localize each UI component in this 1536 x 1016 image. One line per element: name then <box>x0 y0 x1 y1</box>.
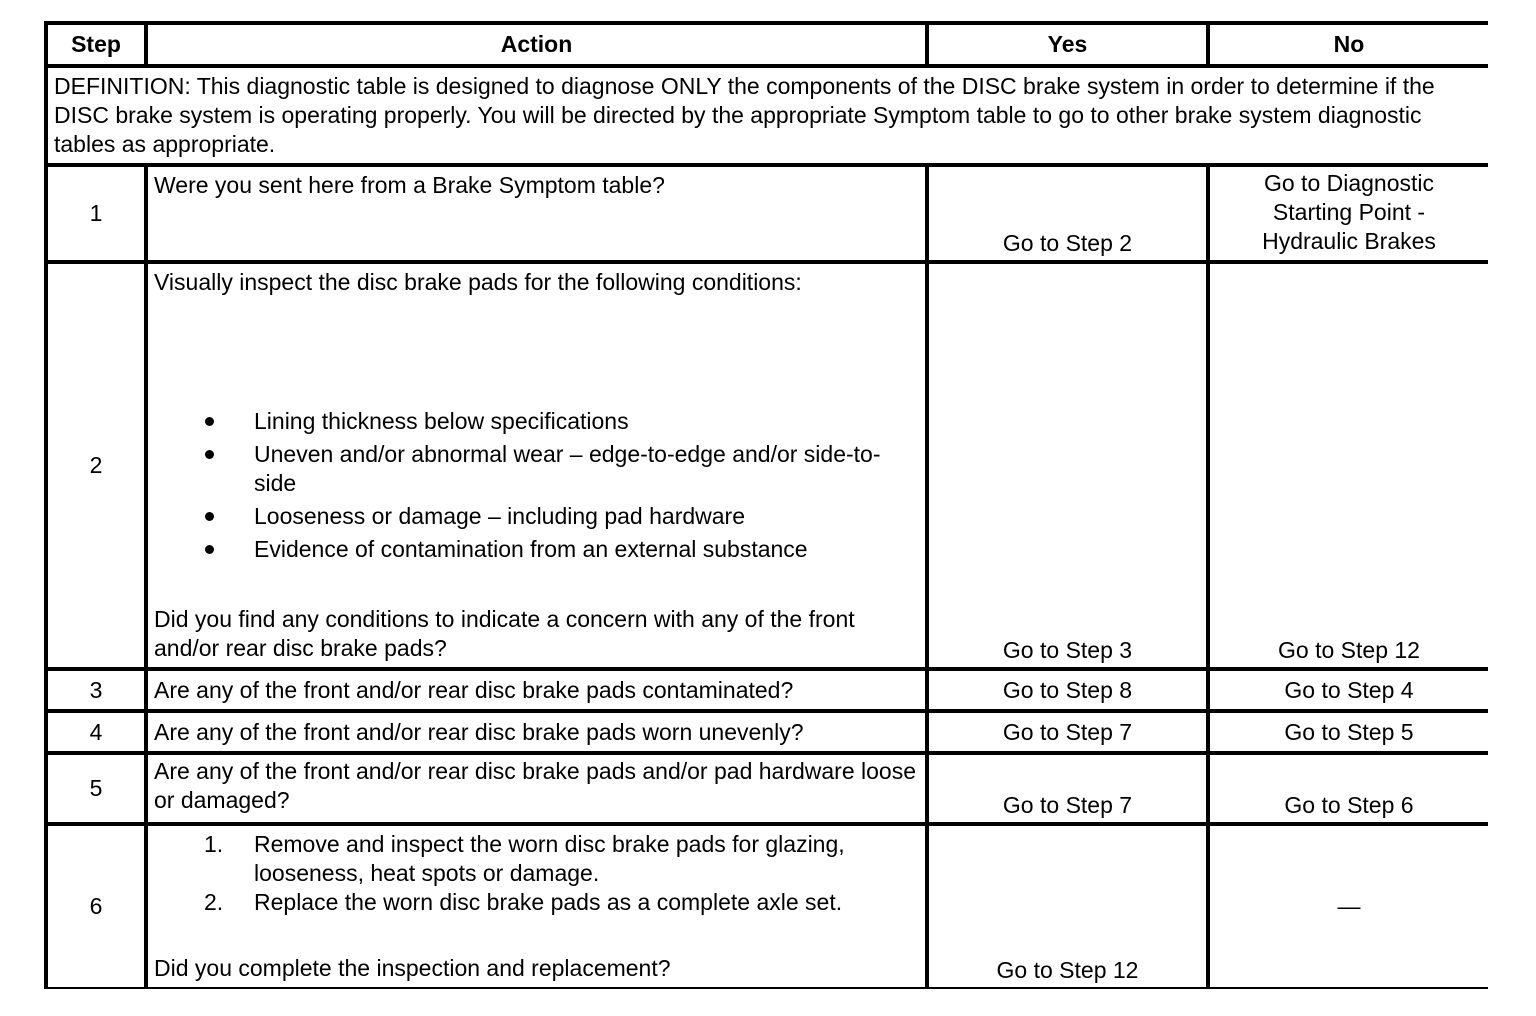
step-number: 3 <box>48 671 144 709</box>
definition-text: DEFINITION: This diagnostic table is designed to diagnose ONLY the components of the DISC brake system in order to determine if the DISC brake system is operating properly. You will be directed by the appropriate Symptom table to go to other brake system diagnostic tables as appropriate. <box>48 68 1488 163</box>
no-answer: Go to Step 5 <box>1284 718 1414 745</box>
step-action <box>148 713 925 751</box>
action-text: Were you sent here from a Brake Symptom table? <box>154 172 665 198</box>
no-cell <box>1210 826 1488 987</box>
bullet-icon <box>154 535 254 564</box>
header-action: Action <box>148 25 925 64</box>
yes-answer: Go to Step 8 <box>1002 676 1133 703</box>
list-item: Lining thickness below specifications <box>154 407 919 436</box>
no-cell <box>1210 671 1488 709</box>
no-cell <box>1210 713 1488 751</box>
step-action <box>148 167 925 260</box>
step-number: 4 <box>48 713 144 751</box>
bullet-icon <box>154 407 254 436</box>
step-action <box>148 264 925 667</box>
yes-cell <box>929 167 1206 260</box>
no-answer: Go to Step 6 <box>1284 792 1414 818</box>
no-answer: Go to Step 12 <box>1278 637 1420 663</box>
action-text: Are any of the front and/or rear disc brake pads worn unevenly? <box>154 718 804 745</box>
action-intro: Visually inspect the disc brake pads for the following conditions: <box>154 269 802 295</box>
header-yes: Yes <box>929 25 1206 64</box>
condition-list <box>154 407 919 568</box>
action-text: Are any of the front and/or rear disc brake pads contaminated? <box>154 676 794 703</box>
header-no: No <box>1210 25 1488 64</box>
bullet-icon <box>154 502 254 531</box>
list-item: 2. Replace the worn disc brake pads as a complete axle set. <box>204 889 843 915</box>
yes-answer: Go to Step 7 <box>1002 718 1133 745</box>
diagnostic-table <box>44 21 1488 989</box>
yes-cell <box>929 826 1206 987</box>
no-cell <box>1210 264 1488 667</box>
step-number: 2 <box>48 264 144 667</box>
no-cell <box>1210 755 1488 822</box>
yes-cell <box>929 264 1206 667</box>
action-question: Did you find any conditions to indicate a concern with any of the front and/or rear disc brake pads? <box>154 606 855 661</box>
list-item: 1. Remove and inspect the worn disc brake pads for glazing, looseness, heat spots or damage. <box>204 831 845 886</box>
step-action <box>148 826 925 987</box>
yes-cell <box>929 713 1206 751</box>
no-answer: Go to Step 4 <box>1284 676 1414 703</box>
step-number: 5 <box>48 755 144 822</box>
yes-answer: Go to Step 3 <box>1002 637 1133 663</box>
step-action <box>148 671 925 709</box>
action-text: Are any of the front and/or rear disc brake pads and/or pad hardware loose or damaged? <box>154 758 917 813</box>
header-step: Step <box>48 25 144 64</box>
list-item: Evidence of contamination from an external substance <box>154 535 919 564</box>
yes-answer: Go to Step 12 <box>996 957 1139 983</box>
step-number: 6 <box>48 826 144 987</box>
action-question: Did you complete the inspection and replacement? <box>154 955 671 981</box>
step-number: 1 <box>48 167 144 260</box>
list-item: Uneven and/or abnormal wear – edge-to-edge and/or side-to-side <box>154 440 919 498</box>
procedure-list <box>154 830 919 917</box>
list-item: Looseness or damage – including pad hardware <box>154 502 919 531</box>
yes-cell <box>929 671 1206 709</box>
yes-answer: Go to Step 7 <box>1002 792 1133 818</box>
bullet-icon <box>154 440 254 498</box>
no-answer: — <box>1337 893 1361 919</box>
yes-answer: Go to Step 2 <box>1002 230 1133 256</box>
yes-cell <box>929 755 1206 822</box>
no-answer: Go to Diagnostic Starting Point - Hydraulic Brakes <box>1262 170 1436 254</box>
step-action <box>148 755 925 822</box>
no-cell <box>1210 167 1488 260</box>
